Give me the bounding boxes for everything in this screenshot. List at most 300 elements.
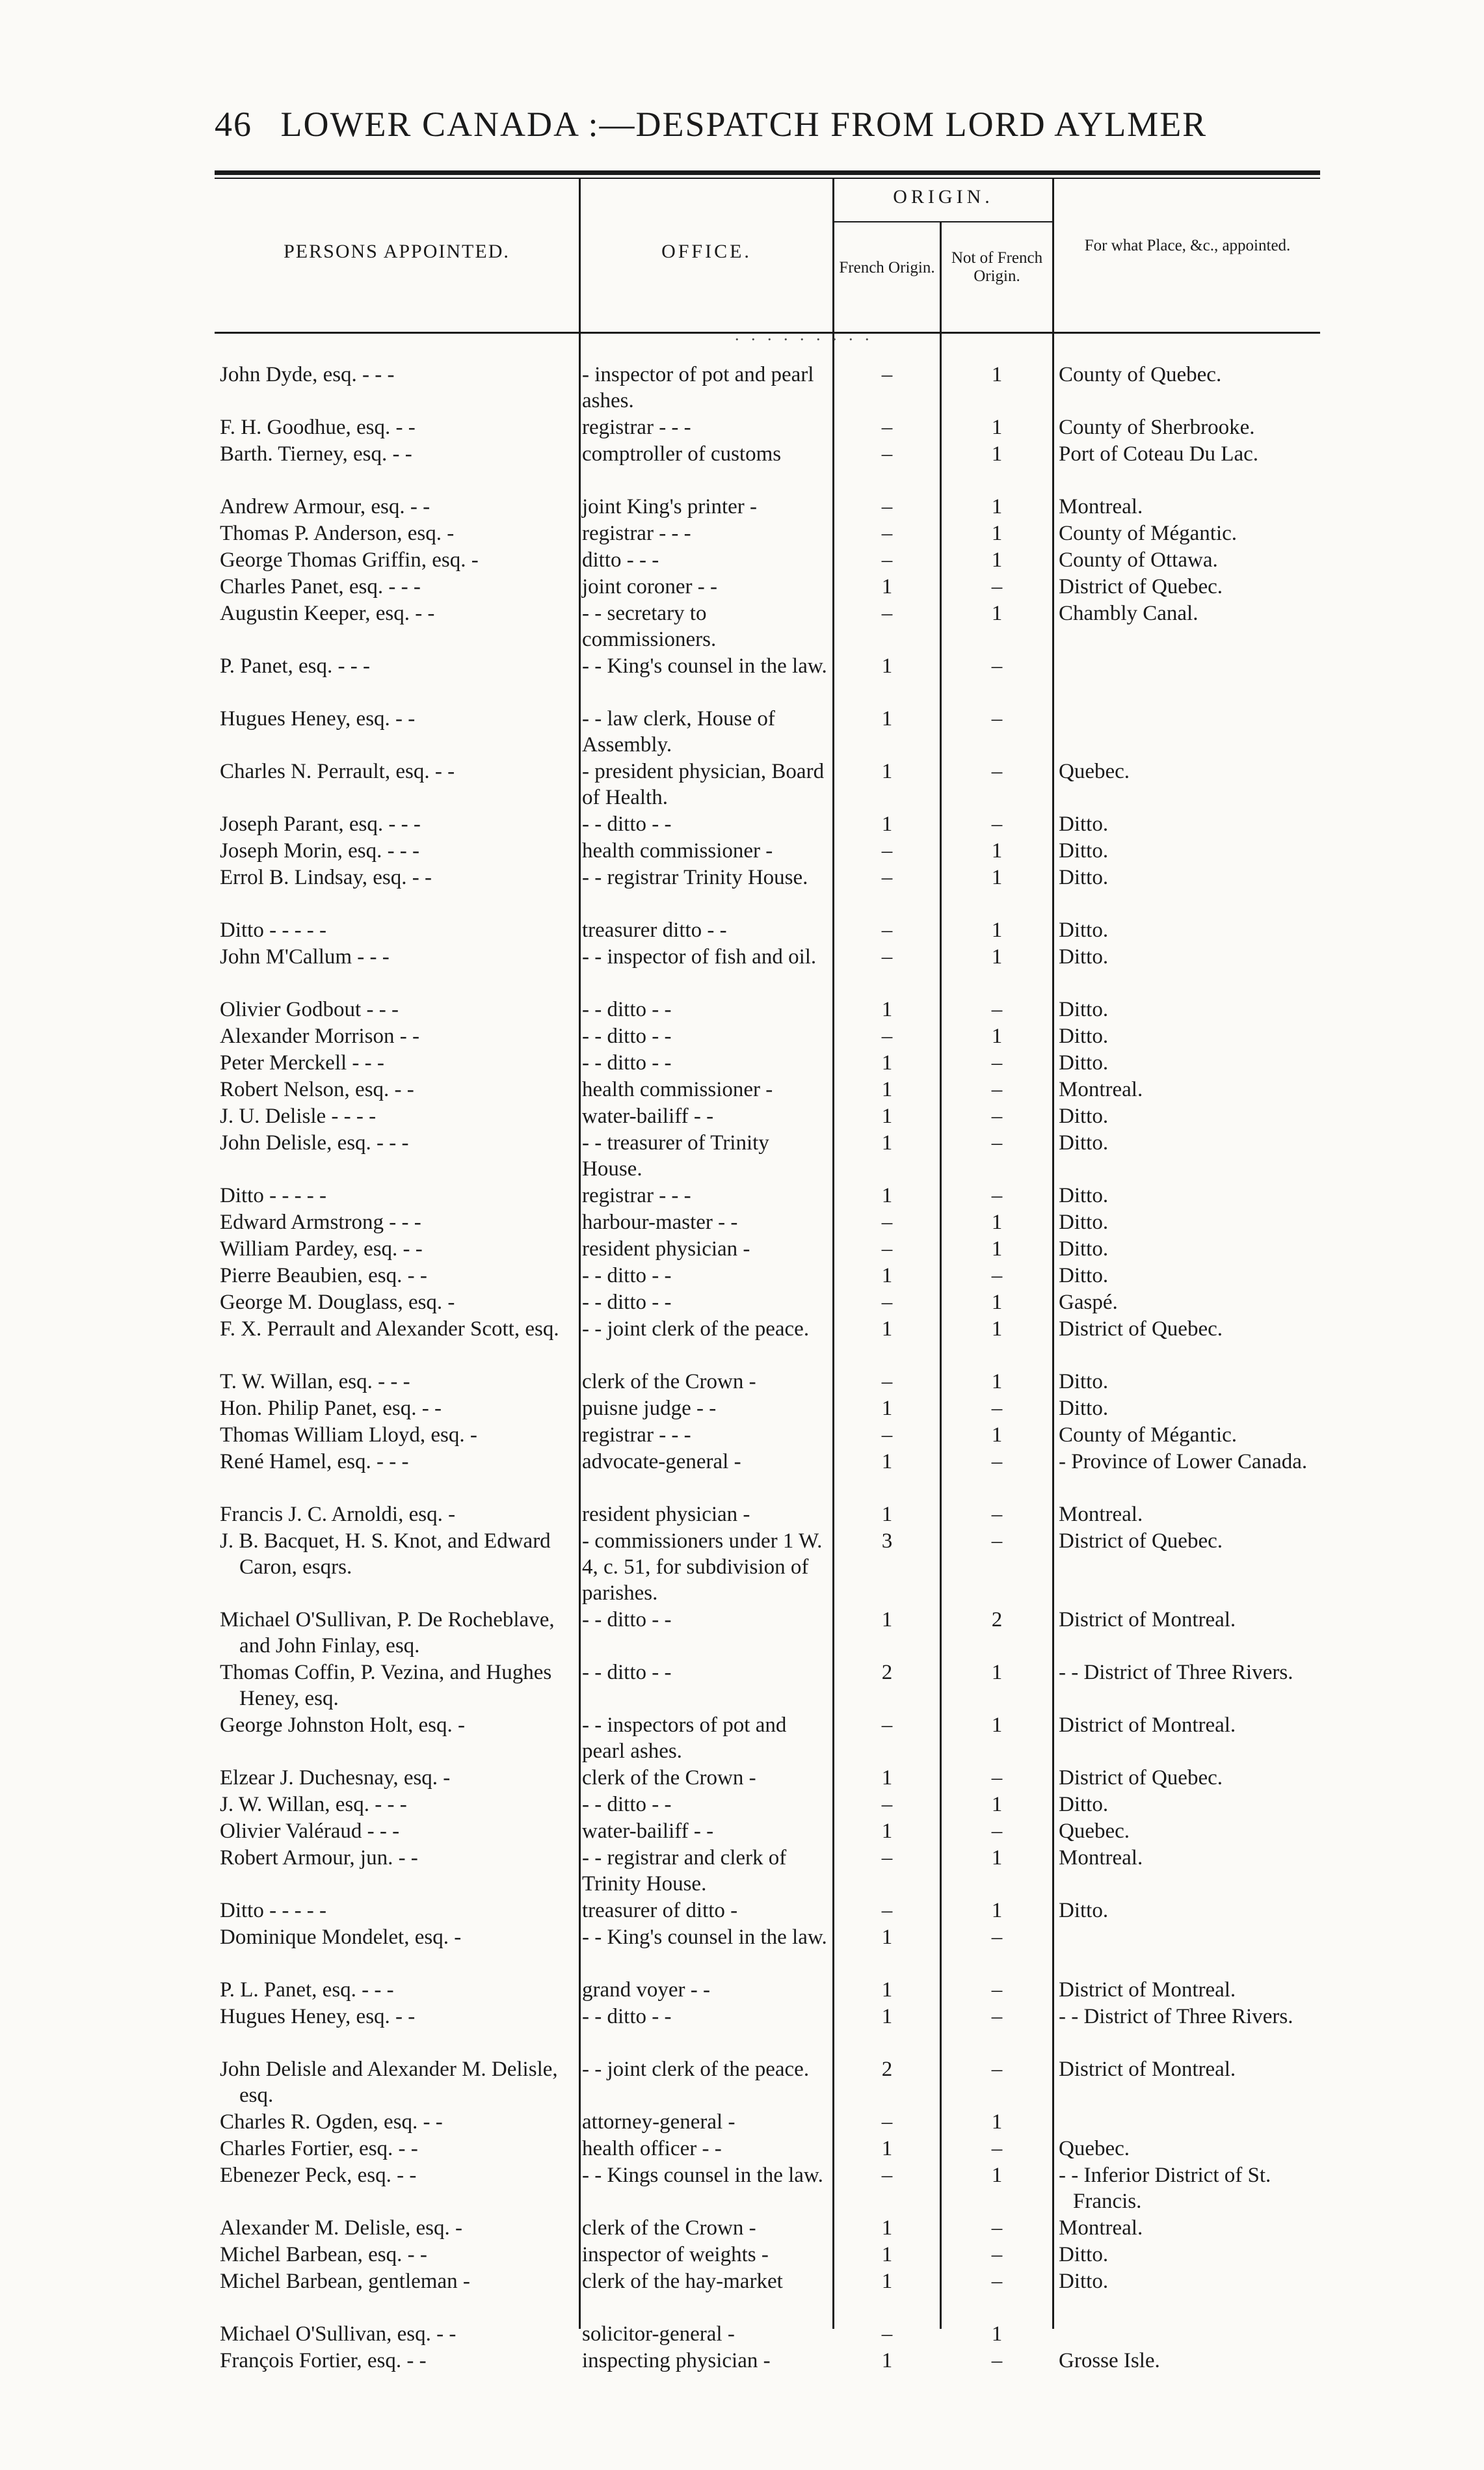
french-origin-cell: – (881, 416, 893, 439)
office-cell: - - King's counsel in the law. (582, 654, 827, 678)
not-french-origin-cell: – (991, 707, 1003, 731)
office-cell: - - joint clerk of the peace. (582, 2058, 810, 2081)
person-cell: Charles Fortier, esq. - - (220, 2137, 418, 2160)
french-origin-cell: – (881, 945, 893, 969)
office-cell: - - joint clerk of the peace. (582, 1317, 810, 1341)
table-row (0, 917, 1484, 944)
french-origin-cell: – (881, 363, 893, 386)
french-origin-cell: – (881, 1025, 893, 1048)
person-cell: Ebenezer Peck, esq. - - (220, 2164, 417, 2187)
table-row (0, 1845, 1484, 1898)
french-origin-cell: – (881, 1370, 893, 1393)
place-cell: District of Quebec. (1059, 1766, 1223, 1790)
place-cell: Montreal. (1059, 2216, 1143, 2240)
office-cell: - - ditto - - (582, 2005, 672, 2028)
table-row (0, 414, 1484, 441)
office-cell: - - ditto - - (582, 1661, 672, 1684)
office-cell: - - registrar Trinity House. (582, 866, 808, 889)
french-origin-cell: 3 (881, 1529, 893, 1553)
french-origin-cell: – (881, 839, 893, 863)
french-origin-cell: 2 (881, 1661, 893, 1684)
table-row (0, 811, 1484, 838)
person-cell: P. Panet, esq. - - - (220, 654, 370, 678)
office-cell: - president physician, Board of Health. (582, 760, 825, 809)
person-cell: Ditto - - - - - (220, 919, 327, 942)
not-french-origin-cell: 1 (991, 919, 1003, 942)
person-cell: Barth. Tierney, esq. - - (220, 442, 412, 466)
office-cell: - - ditto - - (582, 1608, 672, 1631)
place-cell: Ditto. (1059, 998, 1109, 1021)
french-origin-cell: 1 (881, 1608, 893, 1631)
table-row (0, 2242, 1484, 2268)
table-row (0, 1449, 1484, 1501)
place-cell: Ditto. (1059, 919, 1109, 942)
person-cell: Michael O'Sullivan, esq. - - (220, 2322, 457, 2346)
not-french-origin-cell: – (991, 812, 1003, 836)
not-french-origin-cell: – (991, 1397, 1003, 1420)
table-row (0, 2348, 1484, 2374)
office-cell: - - ditto - - (582, 812, 672, 836)
office-cell: clerk of the Crown - (582, 1370, 756, 1393)
not-french-origin-cell: 1 (991, 866, 1003, 889)
place-cell: County of Mégantic. (1059, 522, 1238, 545)
header-origin: ORIGIN. (893, 186, 994, 208)
place-cell: Ditto. (1059, 839, 1109, 863)
office-cell: - inspector of pot and pearl ashes. (582, 363, 814, 412)
french-origin-cell: 1 (881, 1450, 893, 1473)
not-french-origin-cell: 1 (991, 1793, 1003, 1816)
place-cell: Ditto. (1059, 866, 1109, 889)
place-cell: Ditto. (1059, 2270, 1109, 2293)
person-cell: Augustin Keeper, esq. - - (220, 602, 435, 625)
person-cell: Thomas Coffin, P. Vezina, and Hughes Heney, esq. (220, 1661, 552, 1710)
not-french-origin-cell: 1 (991, 839, 1003, 863)
person-cell: F. X. Perrault and Alexander Scott, esq. (220, 1317, 559, 1341)
header-dots: . . . . . . . . . (735, 325, 873, 344)
table-row (0, 2268, 1484, 2321)
person-cell: Hugues Heney, esq. - - (220, 707, 416, 731)
office-cell: registrar - - - (582, 522, 691, 545)
place-cell: Ditto. (1059, 1899, 1109, 1922)
french-origin-cell: 1 (881, 575, 893, 598)
place-cell: District of Quebec. (1059, 575, 1223, 598)
not-french-origin-cell: – (991, 1926, 1003, 1949)
french-origin-cell: 1 (881, 2243, 893, 2266)
place-cell: Ditto. (1059, 1793, 1109, 1816)
person-cell: T. W. Willan, esq. - - - (220, 1370, 410, 1393)
french-origin-cell: 1 (881, 2137, 893, 2160)
french-origin-cell: 1 (881, 1978, 893, 2002)
office-cell: clerk of the Crown - (582, 1766, 756, 1790)
table-row (0, 1050, 1484, 1077)
place-cell: District of Montreal. (1059, 1713, 1236, 1737)
office-cell: resident physician - (582, 1237, 750, 1261)
office-cell: inspecting physician - (582, 2349, 771, 2372)
office-cell: - - Kings counsel in the law. (582, 2164, 823, 2187)
place-cell: Ditto. (1059, 1397, 1109, 1420)
office-cell: registrar - - - (582, 416, 691, 439)
french-origin-cell: – (881, 866, 893, 889)
office-cell: treasurer of ditto - (582, 1899, 738, 1922)
not-french-origin-cell: 1 (991, 1291, 1003, 1314)
table-row (0, 1501, 1484, 1528)
french-origin-cell: – (881, 1211, 893, 1234)
office-cell: - - inspector of fish and oil. (582, 945, 817, 969)
place-cell: - Province of Lower Canada. (1059, 1450, 1308, 1473)
person-cell: Hon. Philip Panet, esq. - - (220, 1397, 442, 1420)
office-cell: - commissioners under 1 W. 4, c. 51, for subdivision of parishes. (582, 1529, 823, 1605)
table-row (0, 494, 1484, 520)
french-origin-cell: 1 (881, 1503, 893, 1526)
person-cell: J. W. Willan, esq. - - - (220, 1793, 407, 1816)
table-row (0, 1209, 1484, 1236)
place-cell: Ditto. (1059, 812, 1109, 836)
table-row (0, 1422, 1484, 1449)
french-origin-cell: 1 (881, 654, 893, 678)
not-french-origin-cell: 1 (991, 522, 1003, 545)
person-cell: Pierre Beaubien, esq. - - (220, 1264, 427, 1287)
office-cell: - - ditto - - (582, 1793, 672, 1816)
french-origin-cell: – (881, 1423, 893, 1447)
table-row (0, 1395, 1484, 1422)
table-row (0, 362, 1484, 414)
person-cell: J. B. Bacquet, H. S. Knot, and Edward Caron, esqrs. (220, 1529, 551, 1579)
office-cell: inspector of weights - (582, 2243, 769, 2266)
office-cell: clerk of the Crown - (582, 2216, 756, 2240)
place-cell: County of Mégantic. (1059, 1423, 1238, 1447)
place-cell: Ditto. (1059, 1131, 1109, 1155)
office-cell: attorney-general - (582, 2110, 735, 2134)
person-cell: René Hamel, esq. - - - (220, 1450, 409, 1473)
table-row (0, 1607, 1484, 1659)
table-row (0, 520, 1484, 547)
french-origin-cell: 1 (881, 2349, 893, 2372)
french-origin-cell: – (881, 1237, 893, 1261)
person-cell: P. L. Panet, esq. - - - (220, 1978, 394, 2002)
page-number: 46 (215, 105, 252, 144)
person-cell: Charles Panet, esq. - - - (220, 575, 421, 598)
person-cell: Peter Merckell - - - (220, 1051, 384, 1075)
table-row (0, 1659, 1484, 1712)
place-cell: County of Sherbrooke. (1059, 416, 1255, 439)
french-origin-cell: 1 (881, 1766, 893, 1790)
not-french-origin-cell: – (991, 2058, 1003, 2081)
not-french-origin-cell: – (991, 2349, 1003, 2372)
not-french-origin-cell: 1 (991, 1370, 1003, 1393)
place-cell: County of Ottawa. (1059, 548, 1218, 572)
french-origin-cell: 1 (881, 760, 893, 783)
place-cell: Ditto. (1059, 1237, 1109, 1261)
office-cell: joint King's printer - (582, 495, 757, 518)
table-row (0, 1183, 1484, 1209)
office-cell: - - ditto - - (582, 1051, 672, 1075)
person-cell: J. U. Delisle - - - - (220, 1105, 377, 1128)
office-cell: - - law clerk, House of Assembly. (582, 707, 775, 757)
person-cell: Elzear J. Duchesnay, esq. - (220, 1766, 451, 1790)
not-french-origin-cell: 2 (991, 1608, 1003, 1631)
person-cell: John Delisle, esq. - - - (220, 1131, 409, 1155)
person-cell: Michel Barbean, gentleman - (220, 2270, 470, 2293)
office-cell: registrar - - - (582, 1423, 691, 1447)
office-cell: registrar - - - (582, 1184, 691, 1207)
table-row (0, 2136, 1484, 2162)
office-cell: resident physician - (582, 1503, 750, 1526)
table-row (0, 547, 1484, 574)
not-french-origin-cell: 1 (991, 548, 1003, 572)
not-french-origin-cell: 1 (991, 2110, 1003, 2134)
french-origin-cell: – (881, 1846, 893, 1870)
not-french-origin-cell: 1 (991, 442, 1003, 466)
table-row (0, 1289, 1484, 1316)
french-origin-cell: – (881, 495, 893, 518)
office-cell: health commissioner - (582, 839, 773, 863)
table-row (0, 1316, 1484, 1369)
office-cell: treasurer ditto - - (582, 919, 727, 942)
not-french-origin-cell: – (991, 998, 1003, 1021)
office-cell: - - registrar and clerk of Trinity House. (582, 1846, 787, 1896)
not-french-origin-cell: 1 (991, 1211, 1003, 1234)
place-cell: Ditto. (1059, 1264, 1109, 1287)
not-french-origin-cell: – (991, 1264, 1003, 1287)
place-cell: Ditto. (1059, 1211, 1109, 1234)
table-row (0, 706, 1484, 758)
table-row (0, 574, 1484, 600)
header-french-origin: French Origin. (839, 259, 935, 276)
french-origin-cell: 1 (881, 1317, 893, 1341)
not-french-origin-cell: – (991, 1503, 1003, 1526)
not-french-origin-cell: – (991, 1819, 1003, 1843)
not-french-origin-cell: 1 (991, 1713, 1003, 1737)
person-cell: François Fortier, esq. - - (220, 2349, 427, 2372)
person-cell: William Pardey, esq. - - (220, 1237, 423, 1261)
french-origin-cell: 1 (881, 1105, 893, 1128)
french-origin-cell: – (881, 1793, 893, 1816)
table-row (0, 1263, 1484, 1289)
person-cell: Edward Armstrong - - - (220, 1211, 421, 1234)
person-cell: George M. Douglass, esq. - (220, 1291, 455, 1314)
place-cell: Ditto. (1059, 945, 1109, 969)
table-row (0, 758, 1484, 811)
french-origin-cell: – (881, 522, 893, 545)
french-origin-cell: – (881, 548, 893, 572)
table-row (0, 1818, 1484, 1845)
table-row (0, 1977, 1484, 2004)
place-cell: District of Quebec. (1059, 1529, 1223, 1553)
table-row (0, 1077, 1484, 1103)
office-cell: - - ditto - - (582, 1025, 672, 1048)
place-cell: Ditto. (1059, 1105, 1109, 1128)
french-origin-cell: 2 (881, 2058, 893, 2081)
not-french-origin-cell: – (991, 1078, 1003, 1101)
table-row (0, 653, 1484, 706)
french-origin-cell: – (881, 2164, 893, 2187)
place-cell: District of Quebec. (1059, 1317, 1223, 1341)
person-cell: F. H. Goodhue, esq. - - (220, 416, 416, 439)
table-row (0, 1792, 1484, 1818)
not-french-origin-cell: 1 (991, 2164, 1003, 2187)
not-french-origin-cell: – (991, 1766, 1003, 1790)
place-cell: Ditto. (1059, 1025, 1109, 1048)
place-cell: Montreal. (1059, 1503, 1143, 1526)
office-cell: - - ditto - - (582, 1264, 672, 1287)
table-row (0, 1130, 1484, 1183)
place-cell: Montreal. (1059, 1846, 1143, 1870)
table-row (0, 1103, 1484, 1130)
office-cell: - - inspectors of pot and pearl ashes. (582, 1713, 787, 1763)
table-row (0, 2162, 1484, 2215)
table-row (0, 1898, 1484, 1924)
office-cell: - - secretary to commissioners. (582, 602, 717, 651)
table-row (0, 997, 1484, 1023)
french-origin-cell: 1 (881, 1051, 893, 1075)
table-row (0, 1712, 1484, 1765)
place-cell: Quebec. (1059, 2137, 1130, 2160)
office-cell: health officer - - (582, 2137, 722, 2160)
person-cell: Ditto - - - - - (220, 1184, 327, 1207)
office-cell: water-bailiff - - (582, 1105, 714, 1128)
person-cell: Alexander Morrison - - (220, 1025, 419, 1048)
header-not-french-origin: Not of French Origin. (951, 249, 1043, 285)
not-french-origin-cell: – (991, 654, 1003, 678)
person-cell: Dominique Mondelet, esq. - (220, 1926, 462, 1949)
office-cell: - - ditto - - (582, 1291, 672, 1314)
place-cell: Montreal. (1059, 1078, 1143, 1101)
french-origin-cell: 1 (881, 1184, 893, 1207)
table-row (0, 600, 1484, 653)
person-cell: Thomas P. Anderson, esq. - (220, 522, 455, 545)
not-french-origin-cell: – (991, 1131, 1003, 1155)
person-cell: John M'Callum - - - (220, 945, 390, 969)
table-row (0, 1528, 1484, 1607)
french-origin-cell: 1 (881, 1078, 893, 1101)
not-french-origin-cell: – (991, 2137, 1003, 2160)
place-cell: District of Montreal. (1059, 1978, 1236, 2002)
office-cell: grand voyer - - (582, 1978, 711, 2002)
table-row (0, 1236, 1484, 1263)
not-french-origin-cell: – (991, 1184, 1003, 1207)
place-cell: Ditto. (1059, 1051, 1109, 1075)
french-origin-cell: – (881, 2110, 893, 2134)
person-cell: Olivier Godbout - - - (220, 998, 399, 1021)
place-cell: District of Montreal. (1059, 2058, 1236, 2081)
person-cell: John Dyde, esq. - - - (220, 363, 395, 386)
top-rule-thick (215, 170, 1320, 175)
french-origin-cell: 1 (881, 2216, 893, 2240)
place-cell: Ditto. (1059, 1370, 1109, 1393)
french-origin-cell: – (881, 1713, 893, 1737)
not-french-origin-cell: – (991, 2005, 1003, 2028)
french-origin-cell: 1 (881, 1926, 893, 1949)
person-cell: Robert Armour, jun. - - (220, 1846, 418, 1870)
person-cell: John Delisle and Alexander M. Delisle, esq. (220, 2058, 558, 2107)
person-cell: Robert Nelson, esq. - - (220, 1078, 414, 1101)
not-french-origin-cell: – (991, 760, 1003, 783)
not-french-origin-cell: 1 (991, 1846, 1003, 1870)
office-cell: harbour-master - - (582, 1211, 738, 1234)
origin-subrule (834, 221, 1052, 222)
office-cell: clerk of the hay-market (582, 2270, 783, 2293)
not-french-origin-cell: 1 (991, 495, 1003, 518)
office-cell: comptroller of customs (582, 442, 782, 466)
place-cell: Port of Coteau Du Lac. (1059, 442, 1259, 466)
not-french-origin-cell: – (991, 1051, 1003, 1075)
french-origin-cell: – (881, 1899, 893, 1922)
place-cell: Montreal. (1059, 495, 1143, 518)
page-title: LOWER CANADA :—DESPATCH FROM LORD AYLMER (280, 105, 1208, 144)
not-french-origin-cell: – (991, 1450, 1003, 1473)
table-row (0, 1023, 1484, 1050)
office-cell: - - King's counsel in the law. (582, 1926, 827, 1949)
person-cell: Charles N. Perrault, esq. - - (220, 760, 455, 783)
office-cell: solicitor-general - (582, 2322, 735, 2346)
french-origin-cell: – (881, 919, 893, 942)
table-row (0, 944, 1484, 997)
person-cell: Errol B. Lindsay, esq. - - (220, 866, 432, 889)
not-french-origin-cell: – (991, 1978, 1003, 2002)
not-french-origin-cell: 1 (991, 1423, 1003, 1447)
not-french-origin-cell: 1 (991, 945, 1003, 969)
office-cell: health commissioner - (582, 1078, 773, 1101)
french-origin-cell: – (881, 1291, 893, 1314)
french-origin-cell: 1 (881, 2005, 893, 2028)
table-row (0, 1924, 1484, 1977)
not-french-origin-cell: – (991, 2243, 1003, 2266)
french-origin-cell: 1 (881, 1264, 893, 1287)
table-row (0, 1765, 1484, 1792)
office-cell: water-bailiff - - (582, 1819, 714, 1843)
appointments-table-body (0, 362, 1484, 2374)
table-row (0, 2321, 1484, 2348)
table-row (0, 2056, 1484, 2109)
not-french-origin-cell: 1 (991, 1661, 1003, 1684)
not-french-origin-cell: 1 (991, 416, 1003, 439)
person-cell: Joseph Morin, esq. - - - (220, 839, 420, 863)
place-cell: - - Inferior District of St. Francis. (1059, 2164, 1271, 2213)
french-origin-cell: – (881, 602, 893, 625)
not-french-origin-cell: 1 (991, 602, 1003, 625)
person-cell: Thomas William Lloyd, esq. - (220, 1423, 477, 1447)
person-cell: Olivier Valéraud - - - (220, 1819, 400, 1843)
french-origin-cell: – (881, 442, 893, 466)
french-origin-cell: 1 (881, 1397, 893, 1420)
table-row (0, 2109, 1484, 2136)
place-cell: Quebec. (1059, 760, 1130, 783)
french-origin-cell: 1 (881, 707, 893, 731)
office-cell: joint coroner - - (582, 575, 718, 598)
place-cell: County of Quebec. (1059, 363, 1222, 386)
office-cell: puisne judge - - (582, 1397, 717, 1420)
person-cell: Ditto - - - - - (220, 1899, 327, 1922)
table-row (0, 2004, 1484, 2056)
header-office: OFFICE. (661, 241, 752, 262)
table-row (0, 2215, 1484, 2242)
place-cell: Chambly Canal. (1059, 602, 1199, 625)
not-french-origin-cell: – (991, 1529, 1003, 1553)
table-row (0, 865, 1484, 917)
table-row (0, 1369, 1484, 1395)
place-cell: District of Montreal. (1059, 1608, 1236, 1631)
not-french-origin-cell: – (991, 2216, 1003, 2240)
person-cell: Alexander M. Delisle, esq. - (220, 2216, 462, 2240)
french-origin-cell: 1 (881, 2270, 893, 2293)
french-origin-cell: 1 (881, 1819, 893, 1843)
office-cell: - - treasurer of Trinity House. (582, 1131, 769, 1181)
french-origin-cell: 1 (881, 998, 893, 1021)
place-cell: Ditto. (1059, 1184, 1109, 1207)
person-cell: Francis J. C. Arnoldi, esq. - (220, 1503, 456, 1526)
not-french-origin-cell: 1 (991, 1317, 1003, 1341)
page-header (215, 104, 1320, 144)
